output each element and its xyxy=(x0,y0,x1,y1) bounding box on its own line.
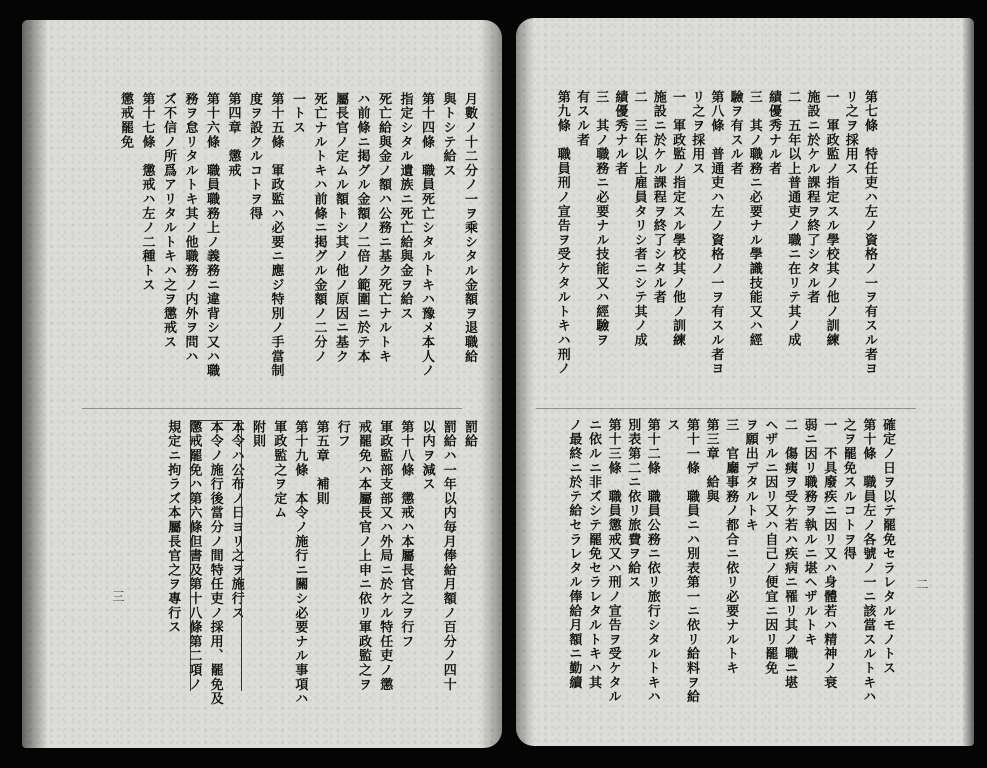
text-column: 第十條 職員左ノ各號ノ一ニ該當スルトキハ xyxy=(860,418,876,704)
supplementary-box xyxy=(190,420,242,691)
left-page xyxy=(22,20,502,748)
text-column: 附則 xyxy=(250,420,265,449)
text-column: 別表第二ニ依リ旅費ヲ給ス xyxy=(625,418,641,590)
text-column: 第十四條 職員死亡シタルトキハ豫メ本人ノ xyxy=(419,92,434,378)
text-column: 指定シタル遺族ニ死亡給與金ヲ給ス xyxy=(397,92,413,321)
text-column: 本令ハ公布ノ日ヨリ之ヲ施行ス xyxy=(228,420,244,621)
text-column: 一 不具廢疾ニ因リ又ハ身體若ハ精神ノ衰 xyxy=(821,418,837,690)
text-column: 規定ニ拘ラズ本屬長官之ヲ專行ス xyxy=(165,420,181,635)
text-column: 有スル者 xyxy=(574,90,589,148)
text-column: 第十七條 懲戒ハ左ノ二種トス xyxy=(139,92,155,293)
text-column: 之ヲ罷免スルコトヲ得 xyxy=(840,418,856,561)
text-column: 確定ノ日ヲ以テ罷免セラレタルモノトス xyxy=(880,418,895,676)
text-column: 施設ニ於ケル課程ヲ終了シタル者 xyxy=(804,90,820,305)
text-column: 第七條 特任吏ハ左ノ資格ノ一ヲ有スル者ヨ xyxy=(862,90,877,376)
gutter-shadow xyxy=(480,20,502,748)
text-column: 月數ノ十二分ノ一ヲ乘シタル金額ヲ退職給 xyxy=(462,92,477,364)
text-column: 罰給ハ一年以内毎月俸給月額ノ百分ノ四十 xyxy=(440,420,456,692)
text-column: 懲戒罷免ハ第六條但書及第十八條第二項ノ xyxy=(186,420,202,692)
text-column: 軍政監之ヲ定ム xyxy=(271,420,287,521)
text-column: 第九條 職員刑ノ宣告ヲ受ケタルトキハ刑ノ xyxy=(554,90,570,376)
text-column: ヲ願出デタルトキ xyxy=(742,418,758,533)
text-column: 三 其ノ職務ニ必要ナル學識技能又ハ經 xyxy=(746,90,762,348)
gutter-shadow xyxy=(516,18,534,746)
text-column: 罰給 xyxy=(462,420,477,449)
text-column: 軍政監部支部又ハ外局ニ於ケル特任吏ノ懲 xyxy=(377,420,393,692)
text-column: 第十六條 職員職務上ノ義務ニ違背シ又ハ職 xyxy=(204,92,219,378)
section-divider xyxy=(536,408,916,409)
text-column: 施設ニ於ケル課程ヲ終了シタル者 xyxy=(650,90,666,305)
text-column: ノ最終ニ於テ給セラレタル俸給月額ニ勤續 xyxy=(566,418,582,690)
text-column: 一トス xyxy=(290,92,305,135)
text-column: 一 軍政監ノ指定スル學校其ノ他ノ訓練 xyxy=(823,90,839,348)
text-column: 績優秀ナル者 xyxy=(612,90,628,176)
right-page xyxy=(516,18,974,746)
text-column: 二 五年以上普通吏ノ職ニ在リテ其ノ成 xyxy=(785,90,801,348)
text-column: 第十八條 懲戒ハ本屬長官之ヲ行フ xyxy=(398,420,414,649)
text-column: 行フ xyxy=(334,420,350,449)
text-column: 戒罷免ハ本屬長官ノ上申ニ依リ軍政監之ヲ xyxy=(356,420,371,692)
text-column: 弱ニ因リ職務ヲ執ルニ堪ヘザルトキ xyxy=(801,418,817,647)
text-column: 第十三條 職員懲戒又ハ刑ノ宣告ヲ受ケタル xyxy=(605,418,621,704)
text-column: ニ依ルニ非ズシテ罷免セラレタルトキハ其 xyxy=(586,418,601,690)
text-column: ハ前條ニ掲グル金額ノ二倍ノ範圍ニ於テ本 xyxy=(354,92,370,364)
text-column: 績優秀ナル者 xyxy=(766,90,781,176)
text-column: 一 軍政監ノ指定スル學校其ノ他ノ訓練 xyxy=(670,90,685,348)
text-column: 三 其ノ職務ニ必要ナル技能又ハ經驗ヲ xyxy=(593,90,609,348)
text-column: 第八條 普通吏ハ左ノ資格ノ一ヲ有スル者ヨ xyxy=(708,90,724,376)
page-edge-shadow xyxy=(962,18,974,746)
text-column: 第三章 給與 xyxy=(703,418,719,504)
text-column: 死亡ナルトキハ前條ニ掲グル金額ノ二分ノ xyxy=(311,92,327,364)
text-column: 第十一條 職員ニハ別表第一ニ依リ給料ヲ給 xyxy=(684,418,699,704)
text-column: ス xyxy=(664,418,680,433)
text-column: 務ヲ怠リタルトキ其ノ他職務ノ内外ヲ問ハ xyxy=(182,92,198,364)
text-column: リ之ヲ採用ス xyxy=(842,90,858,176)
page-edge-shadow xyxy=(22,20,48,748)
text-column: 懲戒罷免 xyxy=(118,92,133,150)
text-column: 第十二條 職員公務ニ依リ旅行シタルトキハ xyxy=(644,418,660,704)
text-column: 屬長官ノ定ムル額トシ其ノ他ノ原因ニ基ク xyxy=(333,92,348,364)
text-column: 三 官廳事務ノ都合ニ依リ必要ナルトキ xyxy=(723,418,739,676)
section-divider xyxy=(82,408,462,409)
text-column: 二 三年以上雇員タリシ者ニシテ其ノ成 xyxy=(631,90,647,348)
page-number: 三 xyxy=(111,590,125,602)
text-column: 與トシテ給ス xyxy=(440,92,456,178)
text-column: 第十九條 本令ノ施行ニ關シ必要ナル事項ハ xyxy=(292,420,308,706)
text-column: 以内ヲ減ス xyxy=(419,420,435,492)
text-column: 本令ノ施行後當分ノ間特任吏ノ採用、罷免及 xyxy=(207,420,223,706)
text-column: 死亡給與金ノ額ハ公務ニ基ク死亡ナルトキ xyxy=(376,92,391,364)
text-column: 第五章 補則 xyxy=(313,420,329,506)
text-column: リ之ヲ採用ス xyxy=(689,90,705,176)
text-column: 二 傷痍ヲ受ケ若ハ疾病ニ罹リ其ノ職ニ堪 xyxy=(782,418,797,690)
page-number: 二 xyxy=(915,578,929,590)
text-column: 驗ヲ有スル者 xyxy=(727,90,743,176)
text-column: 第四章 懲戒 xyxy=(225,92,241,178)
text-column: 度ヲ設クルコトヲ得 xyxy=(247,92,262,221)
text-column: 第十五條 軍政監ハ必要ニ應ジ特別ノ手當制 xyxy=(268,92,284,378)
text-column: ズ不信ノ所爲アリタルトキハ之ヲ懲戒ス xyxy=(161,92,176,350)
text-column: ヘザルニ因リ又ハ自己ノ便宜ニ因リ罷免 xyxy=(762,418,778,676)
